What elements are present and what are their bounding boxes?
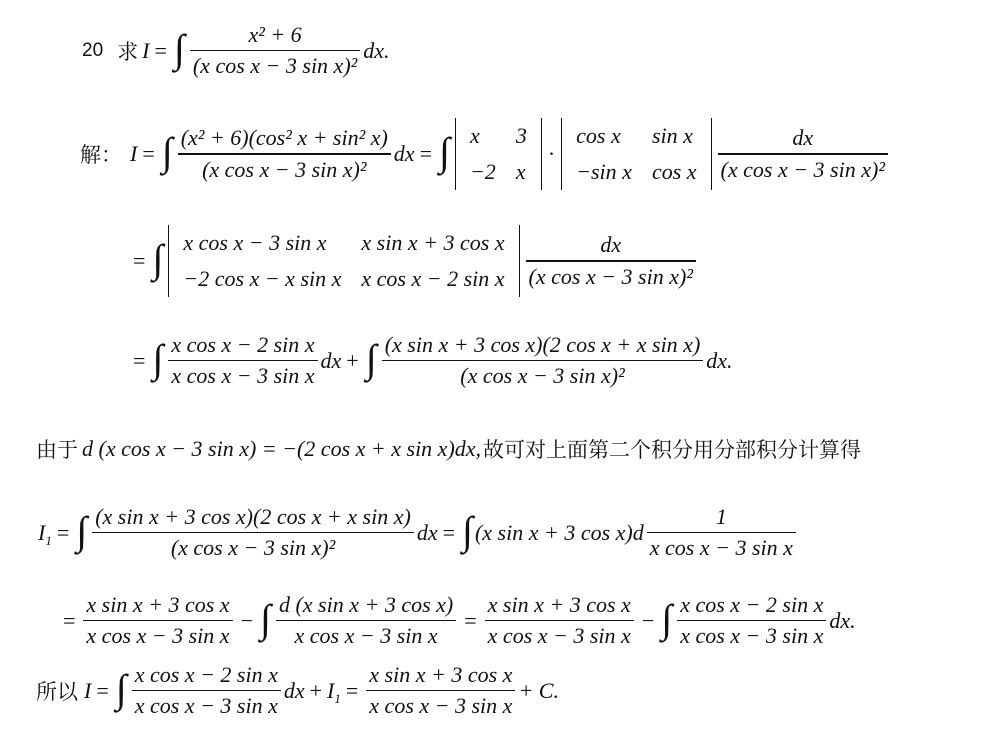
- fraction-numerator: x cos x − 2 sin x: [680, 592, 824, 617]
- i1-reciprocal: [647, 502, 796, 563]
- equals-sign: =: [345, 677, 359, 703]
- differential: dx: [393, 141, 415, 166]
- fraction-denominator: (x cos x − 3 sin x)²: [202, 156, 367, 182]
- fraction-denominator: x cos x − 3 sin x: [369, 693, 513, 719]
- step3-fraction-1: [168, 330, 317, 391]
- final-prefix: 所以: [36, 679, 78, 704]
- symbol-I1: $I_1$: [38, 519, 52, 548]
- symbol-I1: $I_1$: [327, 677, 341, 706]
- equals-sign: =: [133, 248, 146, 273]
- symbol-I: I: [84, 677, 92, 703]
- det-cell: cos x: [576, 123, 621, 148]
- integral-sign: ∫: [115, 665, 127, 711]
- fraction-numerator: (x sin x + 3 cos x)(2 cos x + x sin x): [95, 504, 411, 529]
- differential: dx: [320, 347, 342, 373]
- minus-sign: −: [641, 607, 655, 633]
- step3-fraction-2: [382, 330, 704, 391]
- equals-sign: =: [56, 519, 70, 545]
- integral-sign: ∫: [462, 507, 473, 553]
- det-cell: x: [515, 159, 526, 184]
- problem-line: [82, 20, 390, 81]
- equals-sign: =: [154, 37, 167, 63]
- det-cell: x: [469, 123, 480, 148]
- fraction-denominator: x cos x − 3 sin x: [171, 363, 315, 389]
- integral-sign: ∫: [365, 335, 377, 381]
- equals-sign: =: [63, 607, 76, 633]
- fraction-denominator: (x cos x − 3 sin x)²: [460, 363, 625, 389]
- fraction-denominator: x cos x − 3 sin x: [487, 623, 631, 649]
- det-cell: x cos x − 2 sin x: [361, 266, 505, 291]
- fraction-numerator: d (x sin x + 3 cos x): [278, 592, 454, 617]
- note-suffix: 故可对上面第二个积分用分部积分计算得: [483, 438, 862, 462]
- final-fraction-a: [132, 660, 281, 721]
- integral-sign: ∫: [259, 595, 271, 641]
- integral-sign: ∫: [438, 129, 450, 174]
- note-prefix: 由于: [36, 438, 78, 462]
- multiply-dot: ·: [547, 141, 556, 166]
- integral-sign: ∫: [152, 335, 164, 381]
- problem-number: 20: [82, 39, 104, 61]
- det-cell: −2 cos x − x sin x: [183, 266, 342, 291]
- determinant-2: [561, 118, 711, 190]
- fraction-denominator: x cos x − 3 sin x: [294, 623, 438, 649]
- problem-fraction: [190, 20, 360, 81]
- fraction-denominator: (x cos x − 3 sin x)²: [170, 535, 336, 561]
- fraction-numerator: x sin x + 3 cos x: [369, 662, 513, 687]
- fraction-denominator: x cos x − 3 sin x: [134, 693, 278, 719]
- fraction-numerator: (x sin x + 3 cos x)(2 cos x + x sin x): [384, 332, 701, 357]
- final-line: [36, 660, 559, 721]
- i1-middle: (x sin x + 3 cos x)d: [474, 519, 644, 545]
- fraction-numerator: x cos x − 2 sin x: [134, 662, 278, 687]
- equals-sign: =: [96, 677, 109, 703]
- fraction-denominator: x cos x − 3 sin x: [680, 623, 824, 649]
- i1b-fraction-b: [276, 590, 456, 651]
- fraction-numerator: x cos x − 2 sin x: [171, 332, 315, 357]
- step2-line: [128, 225, 699, 297]
- i1-fraction: [92, 502, 414, 563]
- determinant-1: [455, 118, 542, 190]
- fraction-numerator: x sin x + 3 cos x: [86, 592, 230, 617]
- solution-fraction: [178, 123, 391, 184]
- integral-sign: ∫: [173, 25, 185, 71]
- fraction-denominator: (x cos x − 3 sin x)²: [720, 156, 885, 182]
- plus-sign: +: [346, 347, 359, 373]
- problem-verb: 求: [117, 39, 139, 64]
- determinant-3: [168, 225, 519, 297]
- i1-line: [38, 502, 799, 563]
- final-fraction-b: [366, 660, 515, 721]
- equals-sign: =: [464, 607, 477, 633]
- symbol-I: I: [130, 141, 138, 166]
- plus-sign: +: [309, 677, 323, 703]
- equals-sign: =: [133, 347, 146, 373]
- integral-sign: ∫: [661, 595, 673, 641]
- minus-sign: −: [240, 607, 253, 633]
- det-cell: cos x: [651, 159, 697, 184]
- equals-sign: =: [142, 141, 155, 166]
- fraction-denominator: x cos x − 3 sin x: [649, 535, 793, 561]
- solution-line: [80, 118, 891, 190]
- fraction-numerator: dx: [600, 232, 622, 258]
- det-cell: sin x: [651, 123, 693, 148]
- solution-label: 解：: [80, 143, 122, 167]
- i1b-line: [58, 590, 856, 651]
- equals-sign: =: [442, 519, 455, 545]
- fraction-numerator: 1: [715, 504, 727, 529]
- symbol-I: I: [142, 37, 150, 63]
- fraction-numerator: x² + 6: [248, 22, 302, 47]
- i1b-fraction-d: [677, 590, 826, 651]
- det-cell: −sin x: [576, 159, 632, 184]
- i1b-fraction-c: [485, 590, 634, 651]
- i1b-tail: dx.: [829, 607, 856, 633]
- note-formula: d (x cos x − 3 sin x) = −(2 cos x + x sin x)dx,: [82, 436, 482, 461]
- i1b-fraction-a: [83, 590, 232, 651]
- dx-fraction: [526, 230, 696, 291]
- step3-line: [128, 330, 733, 391]
- det-cell: x cos x − 3 sin x: [183, 230, 327, 255]
- integral-sign: ∫: [161, 129, 173, 174]
- fraction-numerator: x sin x + 3 cos x: [487, 592, 631, 617]
- differential: dx: [283, 677, 305, 703]
- integral-sign: ∫: [152, 236, 164, 281]
- fraction-numerator: (x² + 6)(cos² x + sin² x): [180, 125, 388, 151]
- det-cell: 3: [515, 123, 527, 148]
- step3-tail: dx.: [706, 347, 733, 373]
- fraction-denominator: (x cos x − 3 sin x)²: [192, 53, 358, 79]
- problem-tail: dx.: [363, 37, 390, 63]
- fraction-denominator: x cos x − 3 sin x: [86, 623, 230, 649]
- note-line: [36, 434, 861, 464]
- dx-fraction: [718, 123, 888, 184]
- integral-sign: ∫: [76, 507, 88, 553]
- differential: dx: [416, 519, 438, 545]
- fraction-numerator: dx: [792, 125, 814, 151]
- fraction-denominator: (x cos x − 3 sin x)²: [528, 263, 693, 289]
- equals-sign: =: [419, 141, 432, 166]
- det-cell: −2: [469, 159, 496, 184]
- final-tail: + C.: [518, 677, 559, 703]
- det-cell: x sin x + 3 cos x: [361, 230, 505, 255]
